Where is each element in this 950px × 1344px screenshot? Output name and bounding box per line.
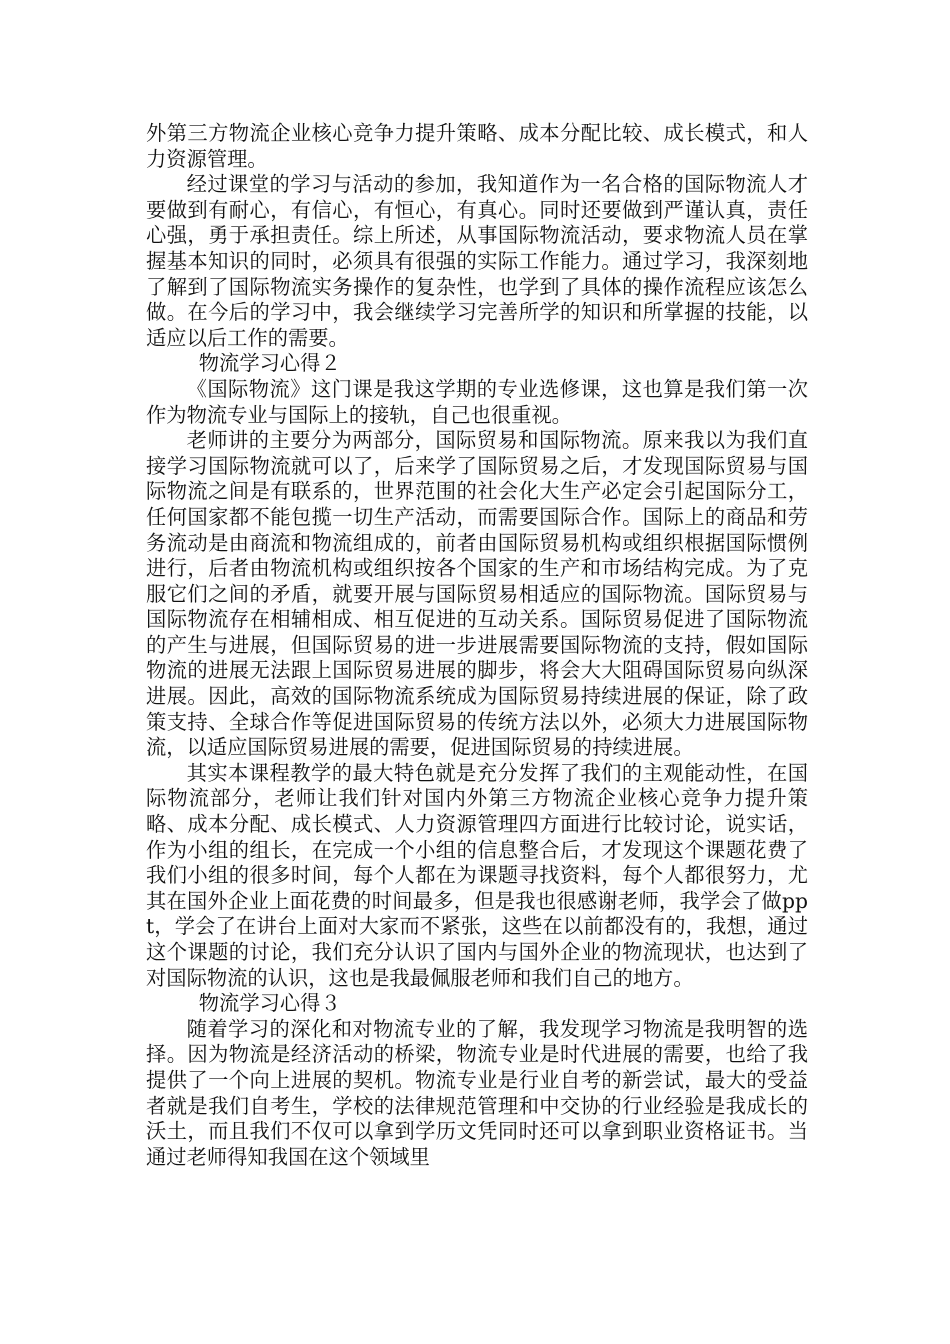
- section-heading-2: 物流学习心得２: [198, 351, 341, 376]
- paragraph-study-reflection: 随着学习的深化和对物流专业的了解，我发现学习物流是我明智的选择。因为物流是经济活动的桥梁，物流专业是时代进展的需要，也给了我提供了一个向上进展的契机。物流专业是行业自考的新尝试，最大的受益者就是我们自考生，学校的法律规范管理和中交协的行业经验是我成长的沃土，而且我们不仅可以拿到学历文凭同时还可以拿到职业资格证书。当通过老师得知我国在这个领域里: [146, 1016, 808, 1169]
- paragraph-course-intro: 《国际物流》这门课是我这学期的专业选修课，这也算是我们第一次作为物流专业与国际上的接轨，自己也很重视。: [146, 376, 808, 427]
- document-body: [146, 121, 808, 1170]
- paragraph-summary: 经过课堂的学习与活动的参加，我知道作为一名合格的国际物流人才要做到有耐心，有信心，有恒心，有真心。同时还要做到严谨认真，责任心强，勇于承担责任。综上所述，从事国际物流活动，要求物流人员在掌握基本知识的同时，必须具有很强的实际工作能力。通过学习，我深刻地了解到了国际物流实务操作的复杂性，也学到了具体的操作流程应该怎么做。在今后的学习中，我会继续学习完善所学的知识和所掌握的技能，以适应以后工作的需要。: [146, 172, 808, 350]
- paragraph-trade-logistics: 老师讲的主要分为两部分，国际贸易和国际物流。原来我以为我们直接学习国际物流就可以了，后来学了国际贸易之后，才发现国际贸易与国际物流之间是有联系的，世界范围的社会化大生产必定会引起国际分工，任何国家都不能包揽一切生产活动，而需要国际合作。国际上的商品和劳务流动是由商流和物流组成的，前者由国际贸易机构或组织根据国际惯例进行，后者由物流机构或组织按各个国家的生产和市场结构完成。为了克服它们之间的矛盾，就要开展与国际贸易相适应的国际物流。国际贸易与国际物流存在相辅相成、相互促进的互动关系。国际贸易促进了国际物流的产生与进展，但国际贸易的进一步进展需要国际物流的支持，假如国际物流的进展无法跟上国际贸易进展的脚步，将会大大阻碍国际贸易向纵深进展。因此，高效的国际物流系统成为国际贸易持续进展的保证，除了政策支持、全球合作等促进国际贸易的传统方法以外，必须大力进展国际物流，以适应国际贸易进展的需要，促进国际贸易的持续进展。: [146, 428, 808, 760]
- paragraph-course-features: 其实本课程教学的最大特色就是充分发挥了我们的主观能动性，在国际物流部分，老师让我们针对国内外第三方物流企业核心竞争力提升策略、成本分配、成长模式、人力资源管理四方面进行比较讨论，说实话，作为小组的组长，在完成一个小组的信息整合后，才发现这个课题花费了我们小组的很多时间，每个人都在为课题寻找资料，每个人都很努力，尤其在国外企业上面花费的时间最多，但是我也很感谢老师，我学会了做ppt，学会了在讲台上面对大家而不紧张，这些在以前都没有的，我想，通过这个课题的讨论，我们充分认识了国内与国外企业的物流现状，也达到了对国际物流的认识，这也是我最佩服老师和我们自己的地方。: [146, 760, 808, 990]
- section-heading-3: 物流学习心得３: [198, 991, 341, 1016]
- paragraph-intro-continued: 外第三方物流企业核心竞争力提升策略、成本分配比较、成长模式，和人力资源管理。: [146, 121, 808, 171]
